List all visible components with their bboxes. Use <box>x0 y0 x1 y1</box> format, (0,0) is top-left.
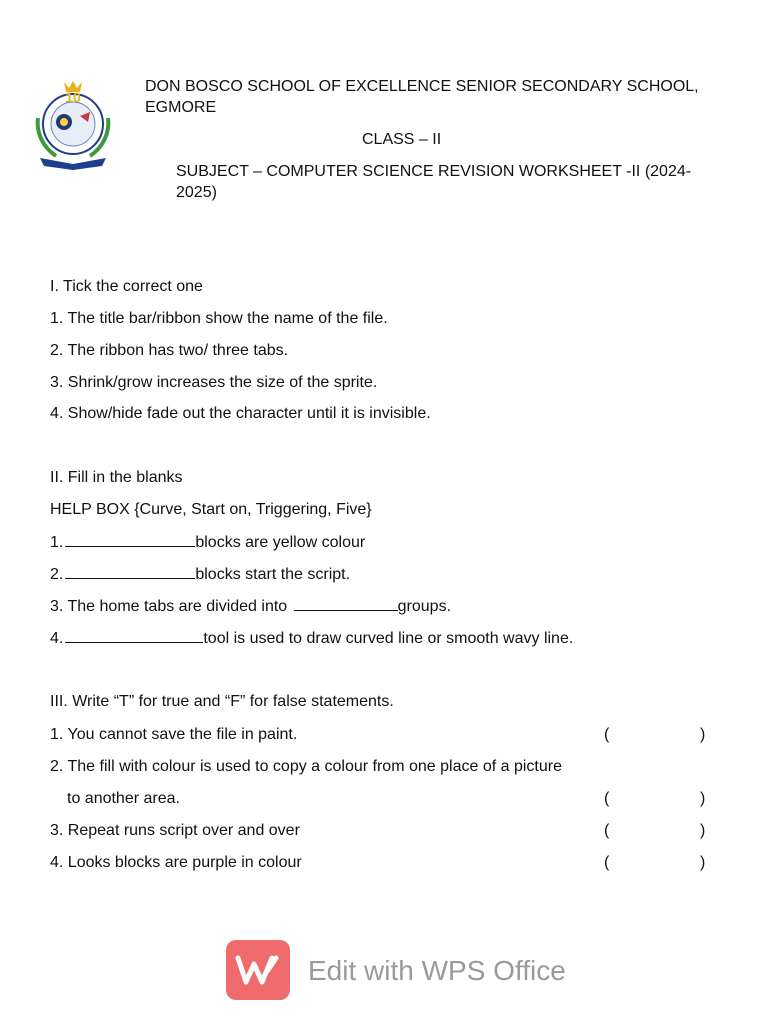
subject-line2: 2025) <box>176 184 217 201</box>
tf-item: 2. The fill with colour is used to copy a colour from one place of a picture <box>50 758 562 775</box>
answer-open-paren: ( <box>604 822 610 839</box>
section2-title: II. Fill in the blanks <box>50 469 183 486</box>
svg-text:10: 10 <box>65 89 81 105</box>
answer-close-paren: ) <box>700 854 706 871</box>
school-name-line2: EGMORE <box>145 99 217 116</box>
subject-line1: SUBJECT – COMPUTER SCIENCE REVISION WORKSHEET -II (2024- <box>176 163 692 180</box>
school-name-line1: DON BOSCO SCHOOL OF EXCELLENCE SENIOR SECONDARY SCHOOL, <box>145 78 699 95</box>
answer-open-paren: ( <box>604 790 610 807</box>
answer-close-paren: ) <box>700 726 706 743</box>
item-prefix: 1. <box>50 534 64 551</box>
help-box: HELP BOX {Curve, Start on, Triggering, Five} <box>50 501 372 518</box>
tf-item: 3. Repeat runs script over and over <box>50 822 300 839</box>
answer-close-paren: ) <box>700 822 706 839</box>
fill-blank-item <box>50 596 451 617</box>
tf-item: 1. You cannot save the file in paint. <box>50 726 298 743</box>
item-prefix: 4. <box>50 630 64 647</box>
answer-open-paren: ( <box>604 726 610 743</box>
item-suffix: blocks are yellow colour <box>195 534 366 551</box>
item-prefix: 3. The home tabs are divided into <box>50 598 288 615</box>
wps-watermark[interactable] <box>226 940 566 1004</box>
tf-item: 4. Looks blocks are purple in colour <box>50 854 302 871</box>
answer-blank <box>65 532 195 547</box>
answer-blank <box>294 596 398 611</box>
class-title: CLASS – II <box>362 131 442 148</box>
answer-close-paren: ) <box>700 790 706 807</box>
wps-watermark-text: Edit with WPS Office <box>308 955 566 986</box>
item-suffix: blocks start the script. <box>195 566 351 583</box>
item-suffix: tool is used to draw curved line or smooth wavy line. <box>203 630 574 647</box>
section1-item: 4. Show/hide fade out the character until it is invisible. <box>50 405 431 422</box>
section1-item: 2. The ribbon has two/ three tabs. <box>50 342 289 359</box>
section1-title: I. Tick the correct one <box>50 278 203 295</box>
wps-logo-icon <box>226 940 290 1000</box>
fill-blank-item <box>50 628 573 649</box>
school-logo <box>30 78 116 170</box>
answer-blank <box>65 564 195 579</box>
section3-title: III. Write “T” for true and “F” for false statements. <box>50 693 394 710</box>
section1-item: 1. The title bar/ribbon show the name of the file. <box>50 310 388 327</box>
answer-open-paren: ( <box>604 854 610 871</box>
tf-item-continuation: to another area. <box>67 790 180 807</box>
section1-item: 3. Shrink/grow increases the size of the sprite. <box>50 374 378 391</box>
answer-blank <box>65 628 203 643</box>
fill-blank-item <box>50 564 350 585</box>
fill-blank-item <box>50 532 365 553</box>
item-suffix: groups. <box>397 598 452 615</box>
item-prefix: 2. <box>50 566 64 583</box>
